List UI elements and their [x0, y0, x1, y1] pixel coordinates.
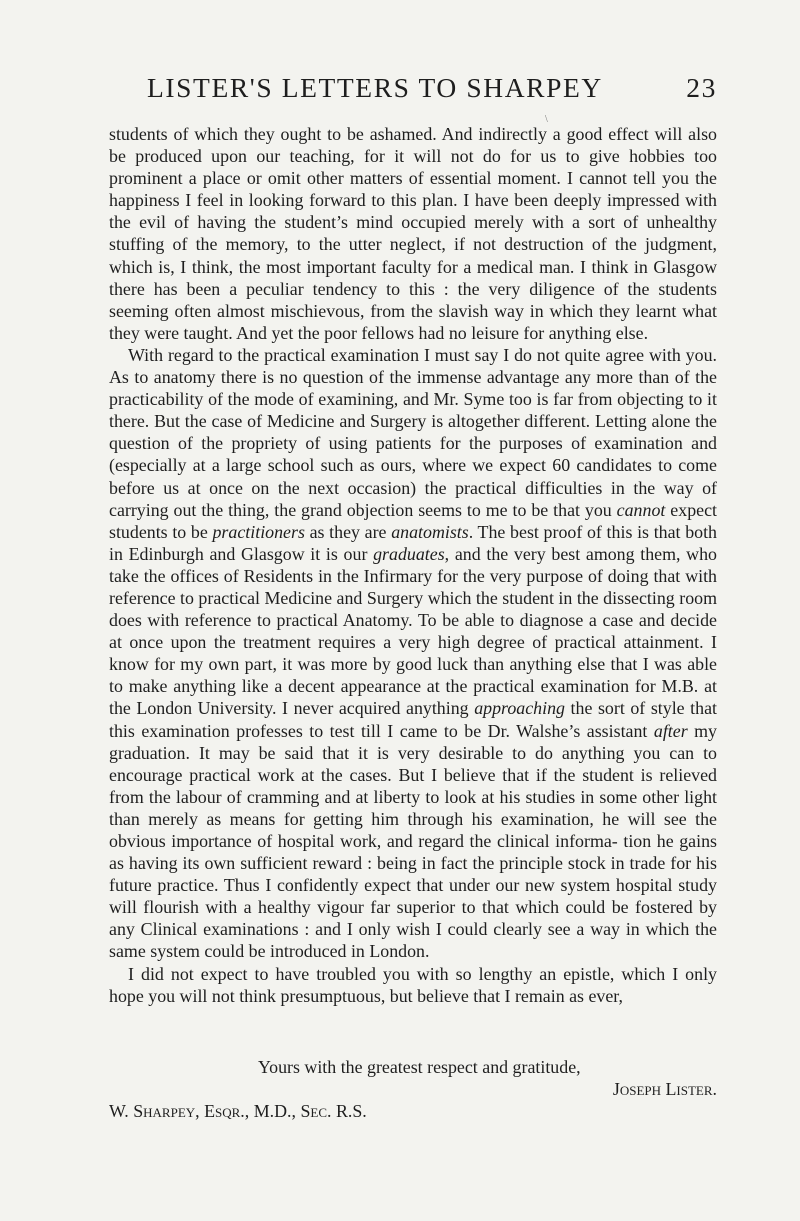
signature: Joseph Lister.: [612, 1079, 717, 1099]
paragraph-1: students of which they ought to be ashamed. And indirectly a good effect will also be produced upon our teaching, for it will not do for us to give hobbies too prominent a place or omit other matters of essential moment. I cannot tell you the happiness I feel in looking forward to this plan. I have been deeply impressed with the evil of having the student’s mind occupied merely with a sort of unhealthy stuffing of the memory, to the utter neglect, if not destruction of the judgment, which is, I think, the most important faculty for a medical man. I think in Glasgow there has been a peculiar tendency to this : the very diligence of the students seeming often almost mischievous, from the slavish way in which they learnt what they were taught. And yet the poor fellows had no leisure for anything else.: [109, 124, 717, 343]
page-header: [147, 68, 717, 125]
addressee: W. Sharpey, Esqr., M.D., Sec. R.S.: [109, 1101, 367, 1121]
ink-mark: \: [545, 114, 550, 125]
letter-body: [109, 123, 717, 1007]
salutation: Yours with the greatest respect and gratitude,: [258, 1057, 581, 1077]
paragraph-2: With regard to the practical examination I must say I do not quite agree with you. As to anatomy there is no question of the immense advantage any more than of the practicability of the mode of examining, and Mr. Syme too is far from objecting to it there. But the case of Medicine and Surgery is altogether different. Letting alone the question of the propriety of using patients for the purposes of examination and (especially at a large school such as ours, where we expect 60 candidates to come before us at once on the next occasion) the practical difficulties in the way of carrying out the thing, the grand objection seems to me to be that you cannot expect students to be practitioners as they are anatomists. The best proof of this is that both in Edinburgh and Glasgow it is our graduates, and the very best among them, who take the offices of Residents in the Infirmary for the very purpose of doing that with reference to practical Medicine and Surgery which the student in the dissecting room does with reference to practical Anatomy. To be able to diagnose a case and decide at once upon the treatment requires a very high degree of practical attainment. I know for my own part, it was more by good luck than anything else that I was able to make anything like a decent appearance at the practical examination for M.B. at the London University. I never acquired anything approaching the sort of style that this examination professes to test till I came to be Dr. Walshe’s assistant after my graduation. It may be said that it is very desirable to do anything you can to encourage practical work at the cases. But I believe that if the student is relieved from the labour of cramming and at liberty to look at his studies in some other light than merely as means for getting him through his examination, he will see the obvious importance of hospital work, and regard the clinical informa- tion he gains as having its own sufficient reward : being in fact the principle stock in trade for his future practice. Thus I confidently expect that under our new system hospital study will flourish with a healthy vigour far superior to that which could be fostered by any Clinical examinations : and I only wish I could clearly see a way in which the same system could be introduced in London.: [109, 344, 718, 962]
running-title: LISTER'S LETTERS TO SHARPEY: [147, 72, 603, 103]
paragraph-3: I did not expect to have troubled you with so lengthy an epistle, which I only hope you will not think presumptuous, but believe that I remain as ever,: [109, 963, 717, 1006]
page-number: 23: [686, 72, 717, 103]
